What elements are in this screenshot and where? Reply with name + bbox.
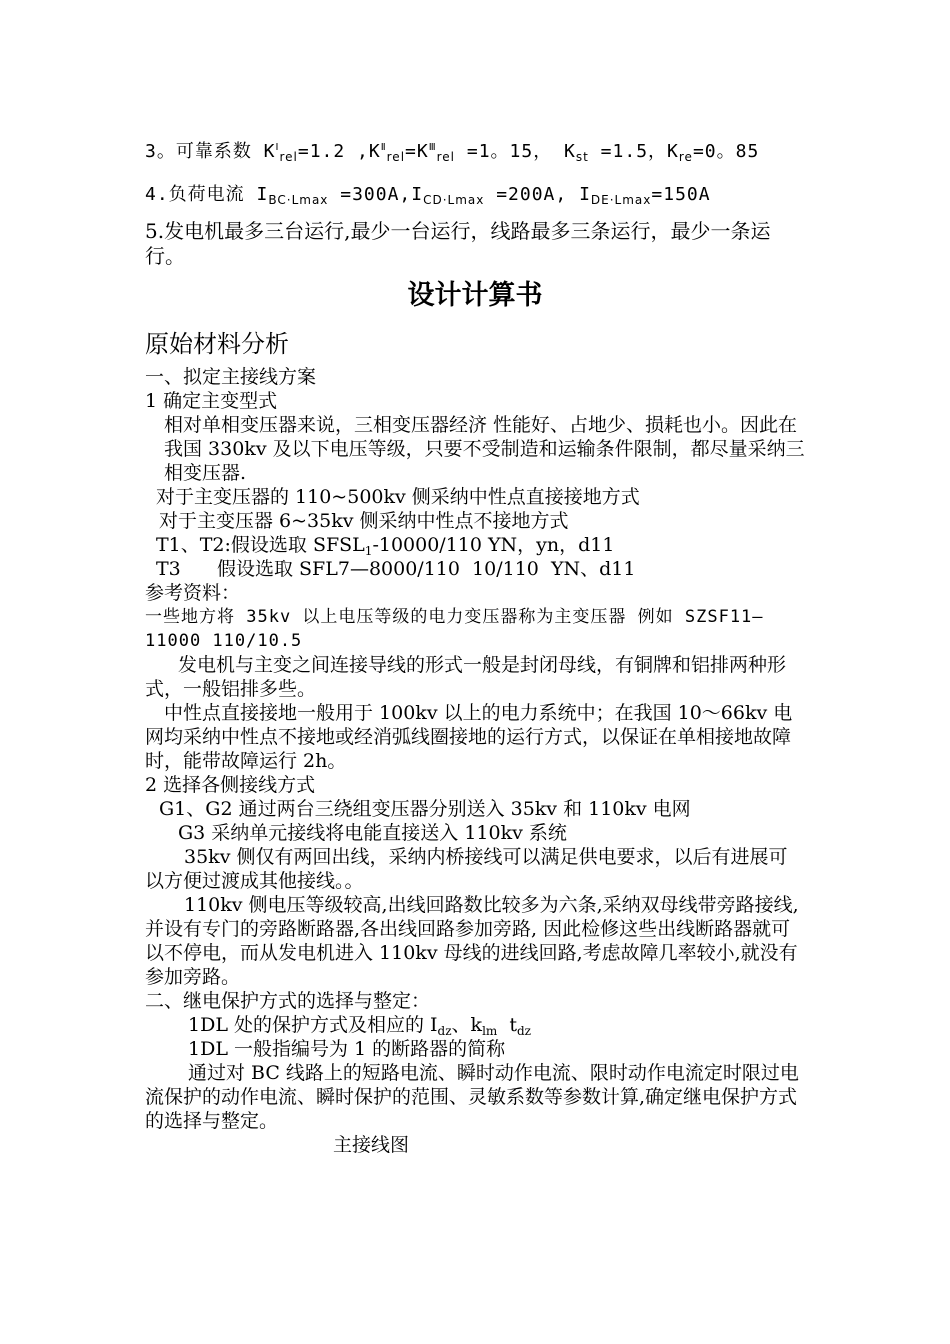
reference-heading: 参考资料： [145, 582, 241, 604]
heading-1-2: 2 选择各侧接线方式 [145, 774, 316, 796]
reliability-coefficients-line [145, 138, 805, 166]
paragraph: 对于主变压器 6~35kv 侧采纳中性点不接地方式 [159, 510, 569, 532]
load-current-line [145, 181, 805, 209]
sub: dz [437, 1024, 452, 1038]
text: 3。可靠系数 K [145, 141, 276, 162]
text: T1、T2:假设选取 SFSL [156, 534, 365, 556]
heading-1-1: 1 确定主变型式 [145, 390, 278, 412]
paragraph: 相对单相变压器来说，三相变压器经济 性能好、占地少、损耗也小。因此在我国 330kv 及以下电压等级，只要不受制造和运输条件限制，都尽量采纳三相变压器. [164, 414, 805, 484]
text: =150A [651, 184, 711, 205]
heading-2: 二、继电保护方式的选择与整定： [145, 990, 431, 1012]
paragraph: 110kv 侧电压等级较高,出线回路数比较多为六条,采纳双母线带旁路接线,并设有专门的旁路断路器,各出线回路参加旁路, 因此检修这些出线断路器就可以不停电，而从发电机进入 110kv 母线的进线回路,考虑故障几率较小,就没有参加旁路。 [145, 894, 799, 988]
text: -10000/110 YN，yn，d11 [372, 534, 615, 556]
sub: DE·Lmax [590, 193, 652, 207]
text: =0。85 [692, 141, 760, 162]
heading-1: 一、拟定主接线方案 [145, 366, 317, 388]
sub: BC·Lmax [268, 193, 329, 207]
sup: Ⅰ [275, 142, 280, 153]
sub: dz [517, 1024, 532, 1038]
sub: rel [279, 150, 298, 164]
sub: rel [436, 150, 456, 164]
figure-caption: 主接线图 [333, 1134, 410, 1156]
transformer-t3-line: T3 假设选取 SFL7—8000/110 10/110 YN、d11 [156, 558, 636, 580]
generator-operation-line: 5.发电机最多三台运行,最少一台运行，线路最多三条运行，最少一条运行。 [145, 219, 771, 268]
sub: CD·Lmax [423, 193, 485, 207]
paragraph: 1DL 一般指编号为 1 的断路器的简称 [188, 1038, 506, 1060]
text: 4.负荷电流 I [145, 184, 269, 205]
sub: 1 [364, 544, 373, 558]
paragraph: 35kv 侧仅有两回出线，采纳内桥接线可以满足供电要求，以后有进展可以方便过渡成其他接线。。 [145, 846, 788, 892]
sub: st [575, 150, 589, 164]
paragraph: 对于主变压器的 110~500kv 侧采纳中性点直接接地方式 [156, 486, 640, 508]
section-heading: 原始材料分析 [145, 330, 289, 358]
text: =1。15， K [455, 141, 576, 162]
text: =300A,I [328, 184, 424, 205]
sup: Ⅲ [428, 142, 437, 153]
reference-paragraph: 一些地方将 35kv 以上电压等级的电力变压器称为主变压器 例如 SZSF11—11000 110/10.5 [145, 607, 764, 651]
protection-method-line [145, 1013, 805, 1037]
text: =1.2 ,K [297, 141, 381, 162]
sub: re [678, 150, 693, 164]
text: t [497, 1014, 517, 1036]
sup: Ⅱ [380, 142, 387, 153]
paragraph: 通过对 BC 线路上的短路电流、瞬时动作电流、限时动作电流定时限过电流保护的动作电流、瞬时保护的范围、灵敏系数等参数计算,确定继电保护方式的选择与整定。 [145, 1062, 799, 1132]
text: =200A, I [484, 184, 591, 205]
text: =K [405, 141, 429, 162]
text: =1.5，K [588, 141, 679, 162]
sub: rel [386, 150, 406, 164]
sub: lm [482, 1024, 498, 1038]
document-content [145, 138, 805, 1157]
document-title: 设计计算书 [407, 280, 543, 311]
text: 1DL 处的保护方式及相应的 I [188, 1014, 438, 1036]
paragraph: G1、G2 通过两台三绕组变压器分别送入 35kv 和 110kv 电网 [159, 798, 691, 820]
text: 、k [451, 1014, 483, 1036]
transformer-t1-t2-line [145, 533, 805, 557]
paragraph: 发电机与主变之间连接导线的形式一般是封闭母线，有铜牌和铝排两种形式，一般铝排多些。 [145, 654, 787, 700]
paragraph: 中性点直接接地一般用于 100kv 以上的电力系统中；在我国 10～66kv 电网均采纳中性点不接地或经消弧线圈接地的运行方式，以保证在单相接地故障时，能带故障运行 2h。 [145, 702, 793, 772]
paragraph: G3 采纳单元接线将电能直接送入 110kv 系统 [178, 822, 567, 844]
